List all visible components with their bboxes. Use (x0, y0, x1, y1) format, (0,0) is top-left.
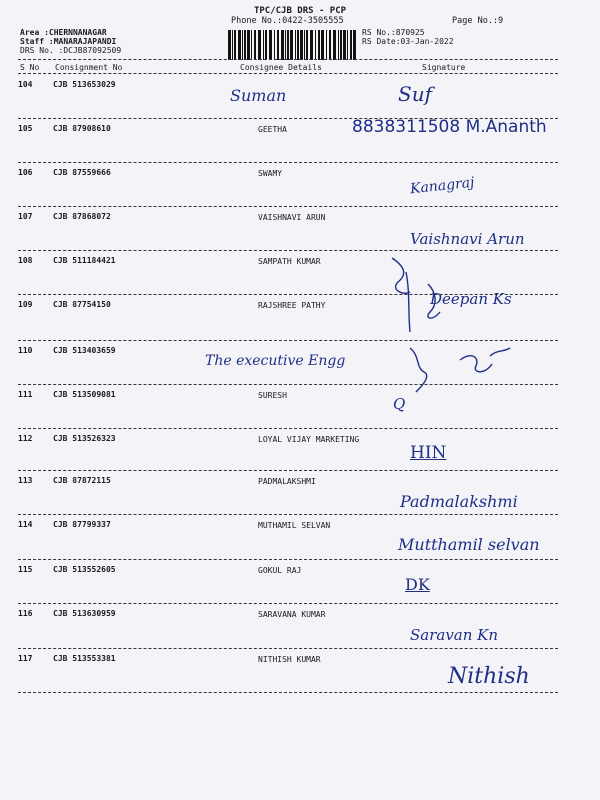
row-consignment-number: CJB 87559666 (53, 168, 111, 177)
row-serial-number: 115 (18, 565, 33, 574)
document-title: TPC/CJB DRS - PCP (253, 6, 347, 16)
row-serial-number: 114 (18, 520, 33, 529)
barcode (228, 30, 356, 60)
rs-date: RS Date:03-Jan-2022 (362, 37, 454, 46)
handwritten-consignee: The executive Engg (205, 353, 346, 369)
drs-number: DRS No. :DCJB87092509 (20, 46, 122, 55)
column-signature: Signature (422, 63, 466, 72)
column-sno: S No (20, 63, 40, 72)
row-divider (18, 470, 558, 471)
handwritten-signature: DK (405, 575, 430, 594)
row-divider (18, 559, 558, 560)
row-serial-number: 113 (18, 476, 33, 485)
handwritten-signature: Q (393, 395, 406, 413)
handwritten-signature: 8838311508 M.Ananth (352, 117, 547, 137)
row-serial-number: 109 (18, 300, 33, 309)
row-consignment-number: CJB 513526323 (53, 434, 116, 443)
row-consignee-name: GEETHA (258, 125, 287, 134)
handwritten-signature: HIN (410, 443, 447, 463)
phone-number: Phone No.:0422-3505555 (231, 16, 344, 26)
row-consignee-name: LOYAL VIJAY MARKETING (258, 435, 360, 444)
row-consignee-name: VAISHNAVI ARUN (258, 213, 326, 222)
row-consignment-number: CJB 87799337 (53, 520, 111, 529)
row-consignee-name: PADMALAKSHMI (258, 477, 316, 486)
row-consignee-name: MUTHAMIL SELVAN (258, 521, 331, 530)
column-consignment: Consignment No (55, 63, 123, 72)
column-divider (18, 73, 558, 74)
row-divider (18, 692, 558, 693)
handwritten-signature: Padmalakshmi (400, 492, 518, 511)
row-serial-number: 112 (18, 434, 33, 443)
row-consignment-number: CJB 513552605 (53, 565, 116, 574)
row-serial-number: 111 (18, 390, 33, 399)
column-consignee: Consignee Details (240, 63, 322, 72)
row-serial-number: 117 (18, 654, 33, 663)
handwritten-consignee: Suman (230, 86, 287, 105)
page-number: Page No.:9 (452, 16, 504, 26)
row-consignment-number: CJB 513403659 (53, 346, 116, 355)
handwritten-signature: Saravan Kn (410, 626, 499, 644)
row-consignee-name: SARAVANA KUMAR (258, 610, 326, 619)
row-divider (18, 514, 558, 515)
row-serial-number: 108 (18, 256, 33, 265)
rs-number: RS No.:870925 (362, 28, 425, 37)
row-divider (18, 206, 558, 207)
row-consignment-number: CJB 511184421 (53, 256, 116, 265)
row-divider (18, 250, 558, 251)
header-divider (18, 59, 558, 60)
handwritten-signature: Deepan Ks (430, 290, 512, 308)
handwritten-signature: Suf (398, 82, 432, 106)
row-consignment-number: CJB 513553381 (53, 654, 116, 663)
handwritten-signature: Nithish (448, 664, 530, 689)
row-serial-number: 104 (18, 80, 33, 89)
row-consignment-number: CJB 87908610 (53, 124, 111, 133)
handwritten-signature: Kanagraj (409, 174, 476, 198)
row-divider (18, 648, 558, 649)
row-consignee-name: SWAMY (258, 169, 283, 178)
row-consignee-name: RAJSHREE PATHY (258, 301, 326, 310)
staff-label: Staff :MANARAJAPANDI (20, 37, 117, 46)
area-label: Area :CHERNNANAGAR (20, 28, 107, 37)
signature-scribble (380, 252, 570, 412)
row-consignee-name: SURESH (258, 391, 287, 400)
row-consignee-name: NITHISH KUMAR (258, 655, 321, 664)
row-serial-number: 105 (18, 124, 33, 133)
row-consignment-number: CJB 513653029 (53, 80, 116, 89)
row-consignee-name: GOKUL RAJ (258, 566, 302, 575)
row-consignment-number: CJB 87868072 (53, 212, 111, 221)
row-serial-number: 107 (18, 212, 33, 221)
row-serial-number: 110 (18, 346, 33, 355)
row-serial-number: 106 (18, 168, 33, 177)
handwritten-signature: Mutthamil selvan (398, 535, 540, 554)
row-consignment-number: CJB 513509081 (53, 390, 116, 399)
row-consignment-number: CJB 87754150 (53, 300, 111, 309)
row-consignee-name: SAMPATH KUMAR (258, 257, 321, 266)
row-divider (18, 162, 558, 163)
row-divider (18, 603, 558, 604)
row-divider (18, 428, 558, 429)
row-consignment-number: CJB 87872115 (53, 476, 111, 485)
handwritten-signature: Vaishnavi Arun (410, 230, 525, 248)
row-serial-number: 116 (18, 609, 33, 618)
row-consignment-number: CJB 513630959 (53, 609, 116, 618)
